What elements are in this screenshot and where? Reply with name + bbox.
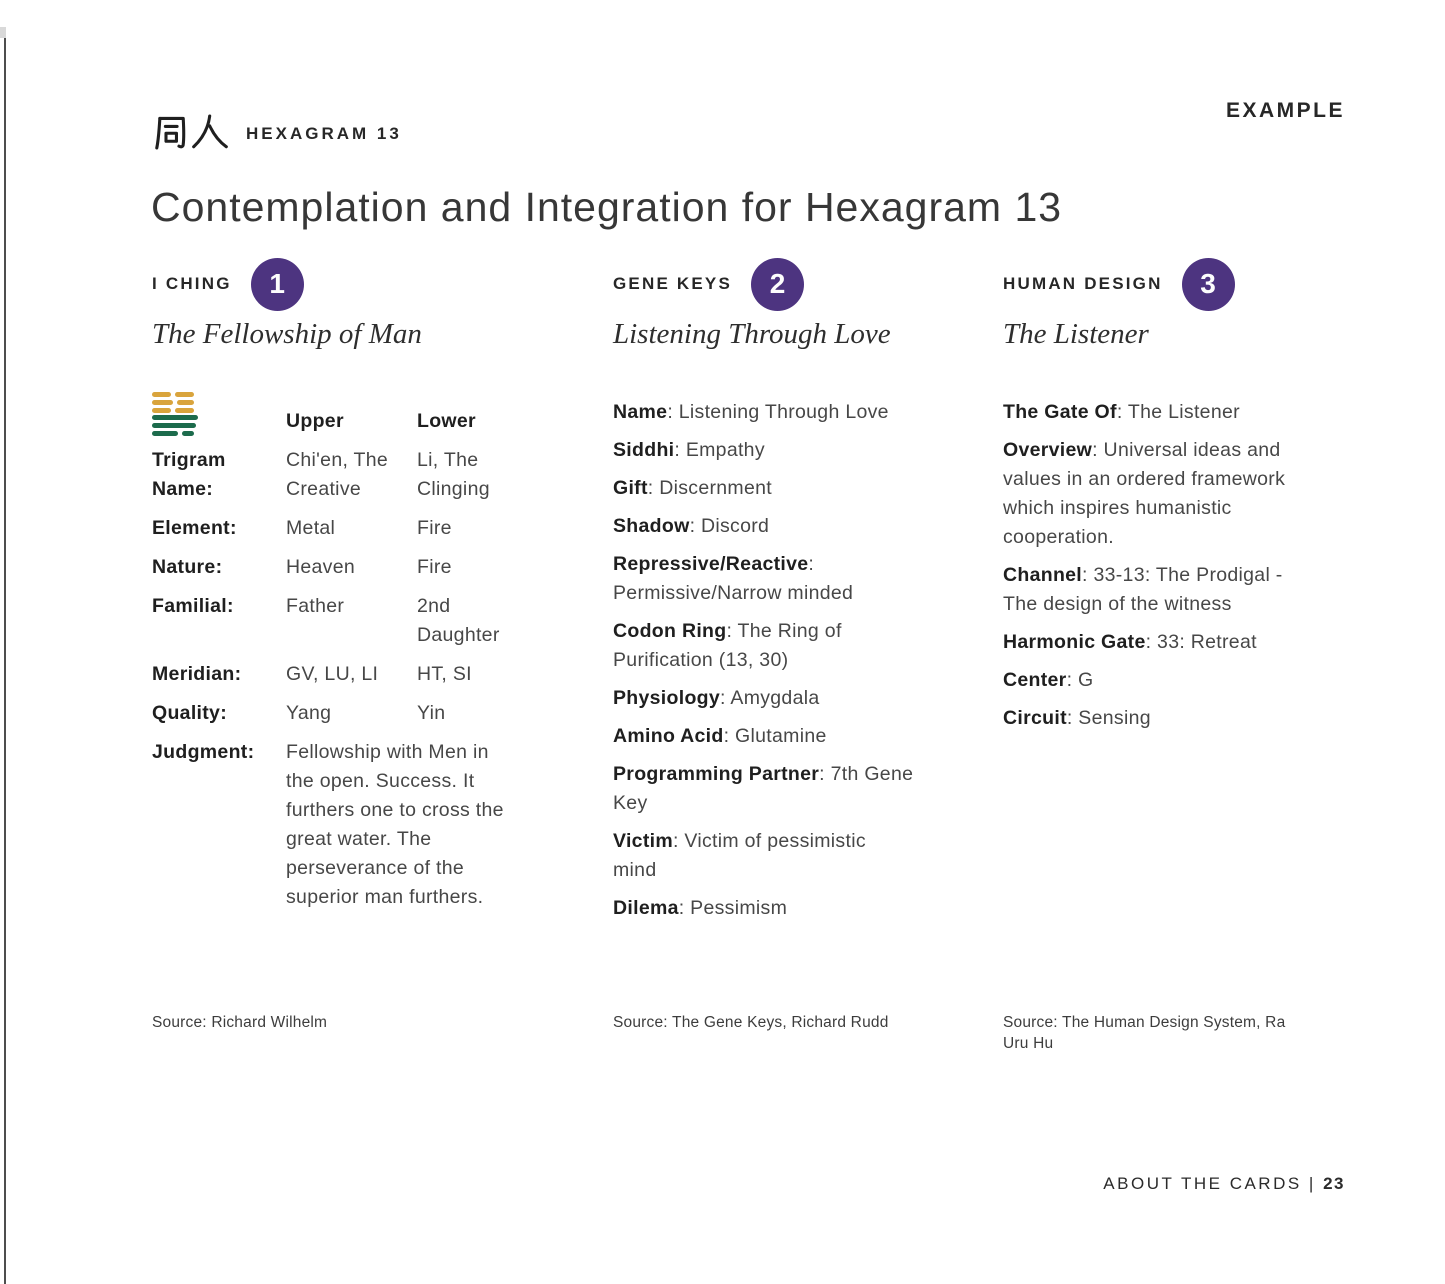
field-label: Center — [1003, 669, 1067, 691]
example-label: EXAMPLE — [1225, 99, 1345, 122]
field-value: : Glutamine — [723, 725, 827, 747]
field-item — [613, 684, 915, 713]
row-lower-value: Fire — [417, 517, 452, 539]
field-item — [613, 436, 915, 465]
hexagram-13-icon — [152, 391, 198, 436]
field-item — [613, 512, 915, 541]
field-value: : G — [1066, 669, 1094, 691]
field-value: : Permissive/Narrow minded — [613, 553, 854, 604]
i-ching-content — [152, 391, 552, 912]
field-label: Channel — [1003, 564, 1083, 586]
field-item — [1003, 398, 1315, 427]
column-i-ching — [152, 256, 552, 908]
field-value: : Amygdala — [720, 687, 820, 709]
column-human-design — [1003, 256, 1315, 729]
field-label: Dilema — [613, 897, 679, 919]
field-value: : Pessimism — [678, 897, 788, 919]
gene-keys-subtitle: Listening Through Love — [613, 318, 891, 350]
human-design-header-label: HUMAN DESIGN — [1003, 274, 1163, 293]
human-design-source: Source: The Human Design System, Ra Uru Hu — [1003, 1014, 1286, 1052]
field-label: Siddhi — [613, 439, 675, 461]
row-lower-value: HT, SI — [417, 663, 472, 685]
row-upper-value: Metal — [286, 517, 336, 539]
row-lower-value: 2nd Daughter — [417, 595, 500, 646]
column-gene-keys — [613, 256, 915, 919]
field-label: Overview — [1003, 439, 1093, 461]
row-lower-value: Yin — [417, 702, 446, 724]
row-upper-value: Heaven — [286, 556, 356, 578]
gene-keys-header-label: GENE KEYS — [613, 274, 732, 293]
page-title: Contemplation and Integration for Hexagram 13 — [151, 184, 1063, 230]
field-item — [1003, 704, 1315, 733]
row-upper-value: Father — [286, 595, 345, 617]
row-upper-value: Yang — [286, 702, 332, 724]
row-upper-value: Chi'en, The Creative — [286, 449, 389, 500]
page-edge-notch — [0, 27, 6, 38]
field-value: : Sensing — [1066, 707, 1151, 729]
upper-column-header: Upper — [286, 410, 344, 432]
field-label: Repressive/Reactive — [613, 553, 809, 575]
human-design-subtitle: The Listener — [1003, 318, 1149, 350]
field-value: : The Listener — [1116, 401, 1240, 423]
field-label: Codon Ring — [613, 620, 727, 642]
field-value: : 33: Retreat — [1145, 631, 1257, 653]
field-label: Amino Acid — [613, 725, 724, 747]
field-label: Harmonic Gate — [1003, 631, 1146, 653]
i-ching-subtitle: The Fellowship of Man — [152, 318, 422, 350]
field-item — [1003, 436, 1315, 552]
field-label: Shadow — [613, 515, 690, 537]
page-footer — [1103, 1174, 1345, 1194]
row-label: Nature: — [152, 556, 223, 578]
field-item — [1003, 561, 1315, 619]
field-label: Physiology — [613, 687, 721, 709]
footer-page-number: 23 — [1323, 1174, 1345, 1193]
hanzi-characters — [150, 99, 230, 165]
row-lower-value: Li, The Clinging — [417, 449, 490, 500]
hanzi-glyph-svg — [150, 99, 230, 165]
footer-section-label: ABOUT THE CARDS | — [1103, 1174, 1316, 1193]
field-value: : Victim of pessimistic mind — [613, 830, 866, 881]
field-value: : Empathy — [674, 439, 765, 461]
field-item — [613, 894, 915, 923]
i-ching-source: Source: Richard Wilhelm — [152, 1014, 328, 1031]
judgment-label: Judgment: — [152, 741, 255, 763]
i-ching-header-label: I CHING — [152, 274, 232, 293]
hexagram-label: HEXAGRAM 13 — [246, 124, 402, 143]
field-label: The Gate Of — [1003, 401, 1117, 423]
row-label: Element: — [152, 517, 237, 539]
row-label: Quality: — [152, 702, 227, 724]
field-label: Name — [613, 401, 668, 423]
field-value: : 7th Gene Key — [613, 763, 914, 814]
badge-1: 1 — [251, 258, 304, 311]
judgment-text: Fellowship with Men in the open. Success. It furthers one to cross the great water. The perseverance of the superior man furthers. — [286, 741, 504, 908]
gene-keys-fields — [613, 398, 915, 932]
row-label: Meridian: — [152, 663, 242, 685]
field-item — [1003, 628, 1315, 657]
gene-keys-header — [613, 256, 915, 312]
field-item — [1003, 666, 1315, 695]
human-design-fields — [1003, 398, 1315, 742]
row-label: Familial: — [152, 595, 234, 617]
field-value: : Discernment — [647, 477, 772, 499]
field-value: : Discord — [689, 515, 770, 537]
page-edge-line — [4, 38, 6, 1284]
field-value: : 33-13: The Prodigal - The design of the witness — [1003, 564, 1283, 615]
row-lower-value: Fire — [417, 556, 452, 578]
field-item — [613, 474, 915, 503]
field-label: Gift — [613, 477, 648, 499]
field-item — [613, 617, 915, 675]
field-label: Victim — [613, 830, 673, 852]
gene-keys-source: Source: The Gene Keys, Richard Rudd — [613, 1014, 889, 1031]
field-value: : Universal ideas and values in an ordered framework which inspires humanistic cooperation. — [1003, 439, 1286, 548]
i-ching-table — [152, 391, 552, 912]
field-label: Programming Partner — [613, 763, 820, 785]
field-item — [613, 722, 915, 751]
badge-2: 2 — [751, 258, 804, 311]
row-label: Trigram Name: — [152, 449, 226, 500]
field-value: : Listening Through Love — [667, 401, 889, 423]
field-value: : The Ring of Purification (13, 30) — [613, 620, 842, 671]
field-item — [613, 398, 915, 427]
human-design-header — [1003, 256, 1315, 312]
row-upper-value: GV, LU, LI — [286, 663, 379, 685]
badge-3: 3 — [1182, 258, 1235, 311]
field-item — [613, 760, 915, 818]
field-item — [613, 827, 915, 885]
lower-column-header: Lower — [417, 410, 476, 432]
i-ching-header — [152, 256, 552, 312]
field-label: Circuit — [1003, 707, 1067, 729]
field-item — [613, 550, 915, 608]
